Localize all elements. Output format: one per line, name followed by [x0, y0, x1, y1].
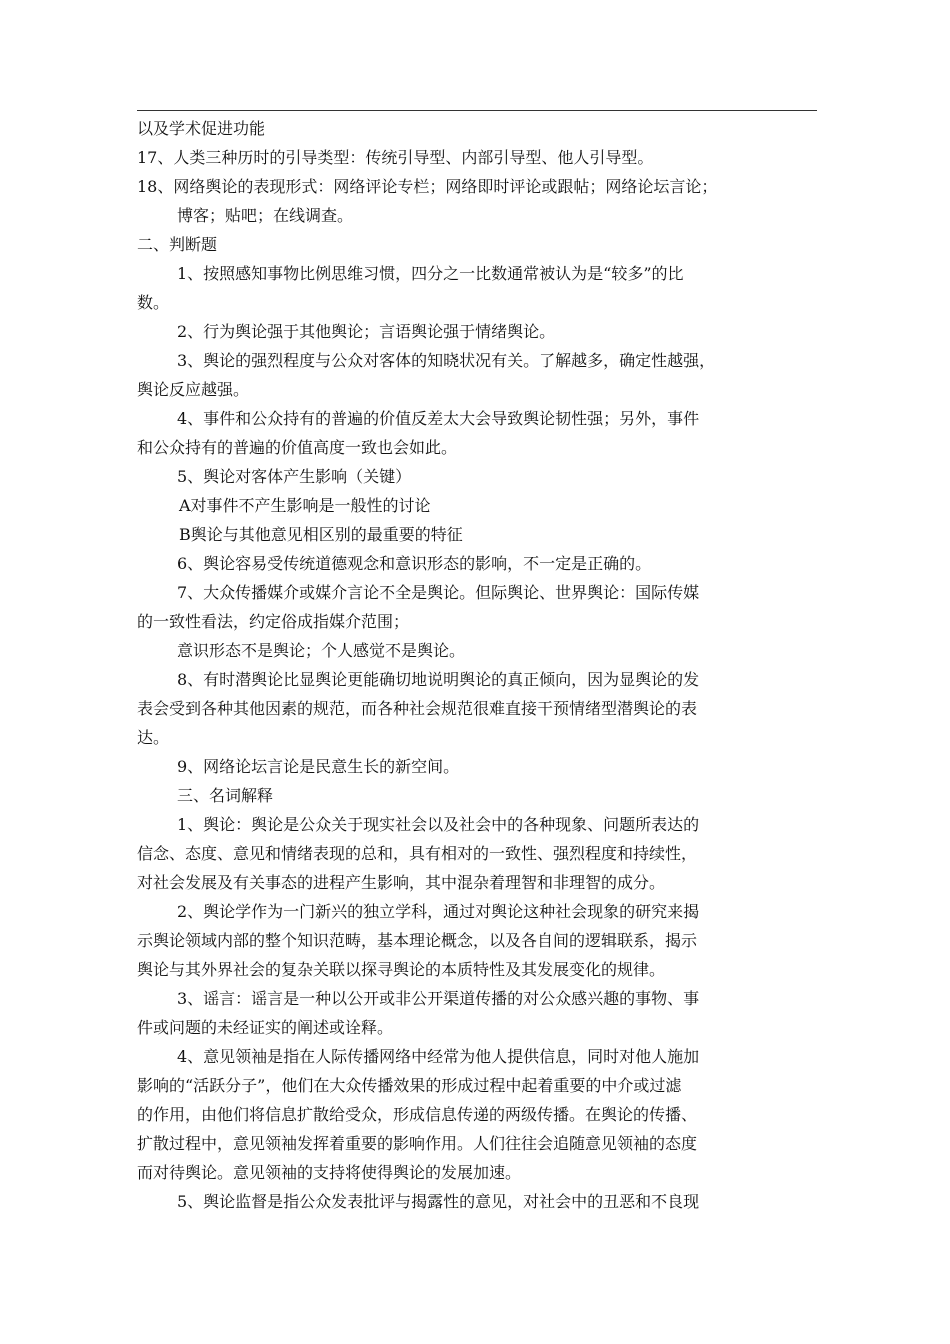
text-line: 18、网络舆论的表现形式：网络评论专栏；网络即时评论或跟帖；网络论坛言论；: [137, 177, 718, 196]
text-line: 2、舆论学作为一门新兴的独立学科，通过对舆论这种社会现象的研究来揭: [177, 902, 700, 921]
text-line: 影响的“活跃分子”，他们在大众传播效果的形成过程中起着重要的中介或过滤: [137, 1076, 682, 1095]
text-line: 示舆论领域内部的整个知识范畴，基本理论概念，以及各自间的逻辑联系，揭示: [137, 931, 698, 950]
text-line: A对事件不产生影响是一般性的讨论: [179, 496, 431, 515]
section-heading: 二、判断题: [137, 235, 218, 254]
text-line: 2、行为舆论强于其他舆论；言语舆论强于情绪舆论。: [177, 322, 556, 341]
text-line: 表会受到各种其他因素的规范，而各种社会规范很难直接干预情绪型潜舆论的表: [137, 699, 698, 718]
text-line: 舆论与其外界社会的复杂关联以探寻舆论的本质特性及其发展变化的规律。: [137, 960, 666, 979]
text-line: B舆论与其他意见相区别的最重要的特征: [179, 525, 463, 544]
text-line: 而对待舆论。意见领袖的支持将使得舆论的发展加速。: [137, 1163, 522, 1182]
header-rule: [137, 110, 817, 111]
text-line: 博客；贴吧；在线调查。: [177, 206, 354, 225]
text-line: 达。: [137, 728, 170, 747]
text-line: 和公众持有的普遍的价值高度一致也会如此。: [137, 438, 458, 457]
text-line: 4、意见领袖是指在人际传播网络中经常为他人提供信息，同时对他人施加: [177, 1047, 700, 1066]
text-line: 信念、态度、意见和情绪表现的总和，具有相对的一致性、强烈程度和持续性，: [137, 844, 698, 863]
text-line: 3、谣言：谣言是一种以公开或非公开渠道传播的对公众感兴趣的事物、事: [177, 989, 700, 1008]
text-line: 17、人类三种历时的引导类型：传统引导型、内部引导型、他人引导型。: [137, 148, 654, 167]
text-line: 7、大众传播媒介或媒介言论不全是舆论。但际舆论、世界舆论：国际传媒: [177, 583, 700, 602]
text-line: 件或问题的未经证实的阐述或诠释。: [137, 1018, 394, 1037]
section-heading: 三、名词解释: [177, 786, 274, 805]
text-line: 舆论反应越强。: [137, 380, 250, 399]
text-line: 对社会发展及有关事态的进程产生影响，其中混杂着理智和非理智的成分。: [137, 873, 666, 892]
text-line: 8、有时潜舆论比显舆论更能确切地说明舆论的真正倾向，因为显舆论的发: [177, 670, 700, 689]
text-line: 1、按照感知事物比例思维习惯，四分之一比数通常被认为是“较多”的比: [177, 264, 684, 283]
document-body: [137, 114, 827, 1216]
text-line: 5、舆论监督是指公众发表批评与揭露性的意见，对社会中的丑恶和不良现: [177, 1192, 700, 1211]
text-line: 以及学术促进功能: [137, 119, 266, 138]
text-line: 的作用，由他们将信息扩散给受众，形成信息传递的两级传播。在舆论的传播、: [137, 1105, 698, 1124]
text-line: 扩散过程中，意见领袖发挥着重要的影响作用。人们往往会追随意见领袖的态度: [137, 1134, 698, 1153]
text-line: 意识形态不是舆论；个人感觉不是舆论。: [177, 641, 466, 660]
text-line: 数。: [137, 293, 170, 312]
text-line: 5、舆论对客体产生影响（关键）: [177, 467, 412, 486]
text-line: 4、事件和公众持有的普遍的价值反差太大会导致舆论韧性强；另外，事件: [177, 409, 700, 428]
text-line: 6、舆论容易受传统道德观念和意识形态的影响，不一定是正确的。: [177, 554, 652, 573]
text-line: 9、网络论坛言论是民意生长的新空间。: [177, 757, 460, 776]
text-line: 3、舆论的强烈程度与公众对客体的知晓状况有关。了解越多，确定性越强，: [177, 351, 716, 370]
text-line: 的一致性看法，约定俗成指媒介范围；: [137, 612, 410, 631]
text-line: 1、舆论：舆论是公众关于现实社会以及社会中的各种现象、问题所表达的: [177, 815, 700, 834]
